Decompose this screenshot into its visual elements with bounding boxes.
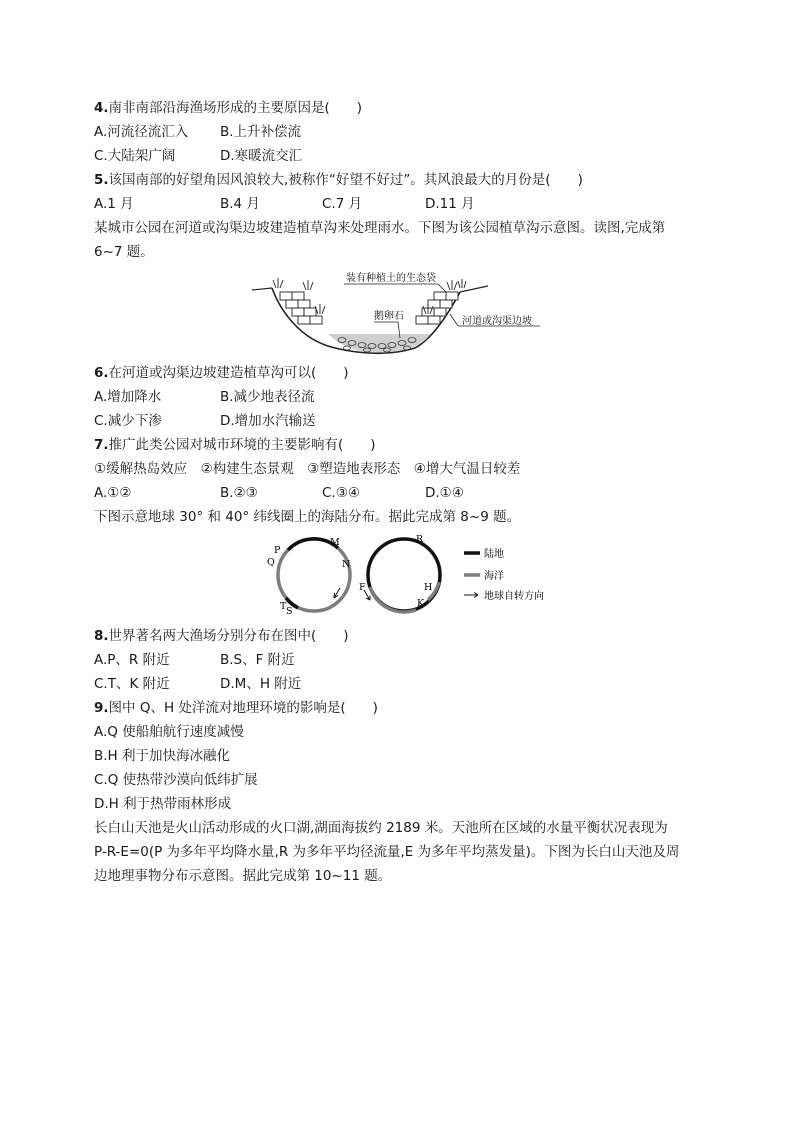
question-5 (94, 171, 583, 189)
option-a: A.1 月 (94, 196, 134, 212)
question-8 (94, 627, 349, 645)
question-stem: 图中 Q、H 处洋流对地理环境的影响是( ) (108, 700, 378, 716)
option-c: C.减少下渗 (94, 413, 162, 429)
option-c: C.T、K 附近 (94, 676, 170, 692)
option-a: A.Q 使船舶航行速度减慢 (94, 724, 244, 740)
point-label-f: F (359, 582, 366, 593)
option-a: A.增加降水 (94, 389, 162, 405)
option-b: B.减少地表径流 (220, 389, 315, 405)
option-a: A.P、R 附近 (94, 652, 170, 668)
grass-swale-diagram (250, 270, 550, 366)
option-d: D.11 月 (425, 196, 475, 212)
option-b: B.4 月 (220, 196, 260, 212)
point-label-k: K (417, 598, 425, 609)
point-label-p: P (274, 545, 281, 556)
legend-ocean-label: 海洋 (484, 571, 504, 582)
option-a: A.河流径流汇入 (94, 124, 189, 140)
label-slope: 河道或沟渠边坡 (462, 316, 532, 327)
question-7-items: ①缓解热岛效应 ②构建生态景观 ③塑造地表形态 ④增大气温日较差 (94, 461, 521, 477)
question-number: 6. (94, 365, 109, 381)
point-label-h: H (424, 582, 433, 593)
question-7 (94, 436, 376, 454)
intro-10-11-line1: 长白山天池是火山活动形成的火口湖,湖面海拔约 2189 米。天池所在区域的水量平衡状况表现为 (94, 820, 668, 836)
option-c: C.7 月 (322, 196, 363, 212)
question-number: 8. (94, 628, 109, 644)
option-d: D.M、H 附近 (220, 676, 302, 692)
label-pebble: 鹅卵石 (374, 311, 404, 322)
question-number: 7. (94, 437, 109, 453)
question-stem: 世界著名两大渔场分别分布在图中( ) (108, 628, 349, 644)
option-a: A.①② (94, 485, 132, 501)
intro-8-9: 下图示意地球 30° 和 40° 纬线圈上的海陆分布。据此完成第 8~9 题。 (94, 509, 521, 525)
point-label-m: M (330, 537, 340, 548)
point-label-r: R (416, 534, 424, 545)
option-c: C.Q 使热带沙漠向低纬扩展 (94, 772, 258, 788)
question-9 (94, 699, 378, 717)
option-b: B.H 利于加快海冰融化 (94, 748, 230, 764)
option-c: C.大陆架广阔 (94, 148, 176, 164)
point-label-q: Q (267, 557, 275, 568)
legend-land-label: 陆地 (484, 549, 504, 560)
option-b: B.②③ (220, 485, 258, 501)
intro-10-11-line2: P-R-E=0(P 为多年平均降水量,R 为多年平均径流量,E 为多年平均蒸发量)。下图为长白山天池及周 (94, 844, 680, 860)
question-number: 9. (94, 700, 109, 716)
option-d: D.①④ (425, 485, 464, 501)
question-stem: 推广此类公园对城市环境的主要影响有( ) (108, 437, 376, 453)
question-stem: 在河道或沟渠边坡建造植草沟可以( ) (108, 365, 349, 381)
label-eco-bag: 装有种植土的生态袋 (346, 273, 436, 284)
intro-6-7-line1: 某城市公园在河道或沟渠边坡建造植草沟来处理雨水。下图为该公园植草沟示意图。读图,完成第 (94, 220, 666, 236)
question-stem: 该国南部的好望角因风浪较大,被称作“好望不好过”。其风浪最大的月份是( ) (108, 172, 583, 188)
option-d: D.增加水汽输送 (220, 413, 316, 429)
option-d: D.寒暖流交汇 (220, 148, 303, 164)
intro-10-11-line3: 边地理事物分布示意图。据此完成第 10~11 题。 (94, 868, 392, 884)
question-number: 5. (94, 172, 109, 188)
latitude-circles-diagram (258, 532, 548, 618)
question-number: 4. (94, 100, 109, 116)
option-c: C.③④ (322, 485, 360, 501)
option-b: B.S、F 附近 (220, 652, 295, 668)
point-label-n: N (342, 559, 351, 570)
point-label-s: S (286, 606, 293, 617)
question-stem: 南非南部沿海渔场形成的主要原因是( ) (108, 100, 363, 116)
intro-6-7-line2: 6~7 题。 (94, 244, 154, 260)
legend-rotation-label: 地球自转方向 (484, 591, 544, 602)
question-4 (94, 99, 362, 117)
option-d: D.H 利于热带雨林形成 (94, 796, 232, 812)
option-b: B.上升补偿流 (220, 124, 302, 140)
point-label-t: T (280, 601, 287, 612)
eco-bags-right (416, 292, 458, 324)
question-6 (94, 364, 349, 382)
